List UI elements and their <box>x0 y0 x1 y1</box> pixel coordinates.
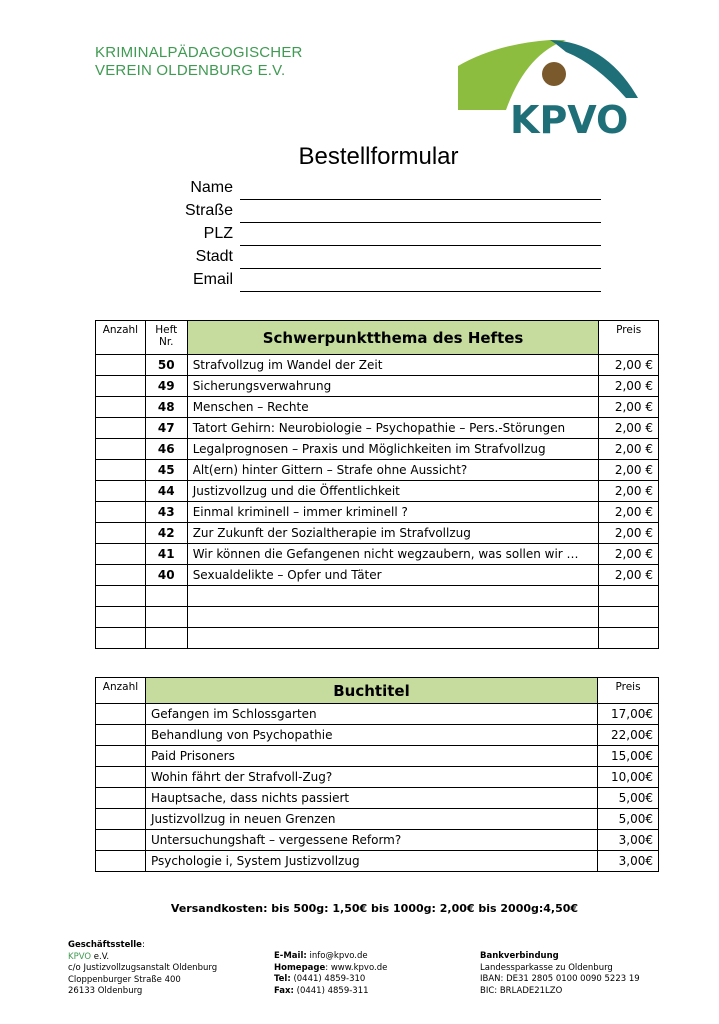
footer-contact <box>274 951 387 997</box>
office-ev: e.V. <box>91 951 110 962</box>
issues-table <box>95 320 659 649</box>
book-price: 22,00€ <box>598 725 659 746</box>
issue-quantity-cell[interactable] <box>96 355 146 376</box>
books-table <box>95 677 659 872</box>
issue-number: 48 <box>145 397 187 418</box>
issue-number: 50 <box>145 355 187 376</box>
issue-quantity-cell[interactable] <box>96 418 146 439</box>
empty-cell[interactable] <box>96 607 146 628</box>
issue-number: 41 <box>145 544 187 565</box>
footer-email-link[interactable]: info@kpvo.de <box>306 951 368 961</box>
issue-number: 40 <box>145 565 187 586</box>
organization-name <box>95 44 303 80</box>
book-quantity-cell[interactable] <box>96 725 146 746</box>
book-row <box>96 788 659 809</box>
book-title: Untersuchungshaft – vergessene Reform? <box>145 830 597 851</box>
issue-price: 2,00 € <box>599 481 659 502</box>
empty-cell[interactable] <box>599 586 659 607</box>
kpvo-logo <box>456 36 640 136</box>
office-label: Geschäftsstelle <box>68 940 142 950</box>
book-title: Paid Prisoners <box>145 746 597 767</box>
issue-title: Menschen – Rechte <box>187 397 599 418</box>
issue-quantity-cell[interactable] <box>96 565 146 586</box>
email-label: Email <box>192 271 233 288</box>
book-price: 3,00€ <box>598 851 659 872</box>
issue-title: Justizvollzug und die Öffentlichkeit <box>187 481 599 502</box>
email-label-footer: E-Mail: <box>274 951 307 961</box>
issue-row <box>96 439 659 460</box>
book-title: Hauptsache, dass nichts passiert <box>145 788 597 809</box>
issue-quantity-cell[interactable] <box>96 376 146 397</box>
office-line-4: 26133 Oldenburg <box>68 986 143 996</box>
book-title: Wohin fährt der Strafvoll-Zug? <box>145 767 597 788</box>
issue-price: 2,00 € <box>599 439 659 460</box>
issue-row <box>96 397 659 418</box>
book-price: 10,00€ <box>598 767 659 788</box>
tel-label: Tel: <box>274 974 291 984</box>
footer-fax: (0441) 4859-311 <box>293 985 369 996</box>
issue-quantity-cell[interactable] <box>96 460 146 481</box>
bank-label: Bankverbindung <box>480 951 559 961</box>
issue-number: 44 <box>145 481 187 502</box>
fax-label: Fax: <box>274 985 294 996</box>
issues-col-heft: Heft Nr. <box>145 321 187 355</box>
issue-number: 49 <box>145 376 187 397</box>
office-kpvo: KPVO <box>68 951 92 962</box>
issues-header-row <box>96 321 659 355</box>
empty-cell[interactable] <box>599 607 659 628</box>
book-quantity-cell[interactable] <box>96 851 146 872</box>
issue-title: Wir können die Gefangenen nicht wegzaubern, was sollen wir … <box>187 544 599 565</box>
office-line-3: Cloppenburger Straße 400 <box>68 974 181 985</box>
bank-line-2: Landessparkasse zu Oldenburg <box>480 962 613 973</box>
issue-number: 47 <box>145 418 187 439</box>
issues-col-anzahl: Anzahl <box>96 321 146 355</box>
street-field[interactable] <box>150 201 601 223</box>
book-title: Psychologie i, System Justizvollzug <box>145 851 597 872</box>
issues-col-topic: Schwerpunktthema des Heftes <box>187 321 599 355</box>
book-title: Justizvollzug in neuen Grenzen <box>145 809 597 830</box>
footer-office <box>68 940 217 998</box>
issue-quantity-cell[interactable] <box>96 439 146 460</box>
footer-web-link[interactable]: : www.kpvo.de <box>325 962 388 973</box>
book-row <box>96 725 659 746</box>
book-row <box>96 746 659 767</box>
issue-number: 46 <box>145 439 187 460</box>
name-label: Name <box>190 179 233 196</box>
book-row <box>96 851 659 872</box>
name-field[interactable] <box>150 178 601 200</box>
books-col-price: Preis <box>598 678 659 704</box>
logo-dot <box>542 62 566 86</box>
issue-row <box>96 565 659 586</box>
empty-cell[interactable] <box>599 628 659 649</box>
web-label: Homepage <box>274 962 326 973</box>
issue-title: Zur Zukunft der Sozialtherapie im Strafvollzug <box>187 523 599 544</box>
issue-number: 45 <box>145 460 187 481</box>
book-quantity-cell[interactable] <box>96 767 146 788</box>
issue-price: 2,00 € <box>599 376 659 397</box>
zip-input-line[interactable] <box>240 245 601 246</box>
email-input-line[interactable] <box>240 291 601 292</box>
issue-price: 2,00 € <box>599 565 659 586</box>
logo-text: KPVO <box>510 98 629 136</box>
issue-quantity-cell[interactable] <box>96 502 146 523</box>
book-price: 17,00€ <box>598 704 659 725</box>
book-quantity-cell[interactable] <box>96 704 146 725</box>
issue-title: Legalprognosen – Praxis und Möglichkeiten im Strafvollzug <box>187 439 599 460</box>
issue-row <box>96 418 659 439</box>
books-col-anzahl: Anzahl <box>96 678 146 704</box>
email-field[interactable] <box>150 270 601 292</box>
street-label: Straße <box>184 202 233 219</box>
issue-title: Alt(ern) hinter Gittern – Strafe ohne Aussicht? <box>187 460 599 481</box>
office-colon: : <box>141 940 145 950</box>
books-header-row <box>96 678 659 704</box>
issue-title: Sicherungsverwahrung <box>187 376 599 397</box>
org-line-1: KRIMINALPÄDAGOGISCHER <box>95 44 303 61</box>
issue-row <box>96 376 659 397</box>
city-field[interactable] <box>150 247 601 269</box>
zip-label: PLZ <box>203 225 233 242</box>
issues-col-price: Preis <box>599 321 659 355</box>
book-title: Behandlung von Psychopathie <box>145 725 597 746</box>
books-col-title: Buchtitel <box>145 678 597 704</box>
issue-number: 43 <box>145 502 187 523</box>
footer-tel: (0441) 4859-310 <box>290 974 366 984</box>
issue-quantity-cell[interactable] <box>96 523 146 544</box>
book-row <box>96 704 659 725</box>
office-line-2: c/o Justizvollzugsanstalt Oldenburg <box>68 963 218 973</box>
book-title: Gefangen im Schlossgarten <box>145 704 597 725</box>
issue-quantity-cell[interactable] <box>96 397 146 418</box>
issue-empty-row <box>96 607 659 628</box>
book-quantity-cell[interactable] <box>96 830 146 851</box>
issue-quantity-cell[interactable] <box>96 481 146 502</box>
issue-row <box>96 355 659 376</box>
bank-line-3: IBAN: DE31 2805 0100 0090 5223 19 <box>480 974 640 984</box>
book-quantity-cell[interactable] <box>96 746 146 767</box>
empty-cell[interactable] <box>145 628 187 649</box>
issue-price: 2,00 € <box>599 502 659 523</box>
issue-price: 2,00 € <box>599 397 659 418</box>
bank-line-4: BIC: BRLADE21LZO <box>480 985 563 996</box>
book-row <box>96 830 659 851</box>
issue-title: Sexualdelikte – Opfer und Täter <box>187 565 599 586</box>
book-price: 15,00€ <box>598 746 659 767</box>
issue-row <box>96 523 659 544</box>
shipping-costs: Versandkosten: bis 500g: 1,50€ bis 1000g: 2,00€ bis 2000g:4,50€ <box>170 902 579 915</box>
issue-number: 42 <box>145 523 187 544</box>
empty-cell[interactable] <box>145 586 187 607</box>
book-row <box>96 809 659 830</box>
city-label: Stadt <box>195 248 233 265</box>
org-line-2: VEREIN OLDENBURG E.V. <box>95 62 286 79</box>
empty-cell[interactable] <box>145 607 187 628</box>
issue-price: 2,00 € <box>599 418 659 439</box>
footer-bank <box>480 951 640 997</box>
issue-empty-row <box>96 586 659 607</box>
issue-title: Tatort Gehirn: Neurobiologie – Psychopathie – Pers.-Störungen <box>187 418 599 439</box>
book-price: 3,00€ <box>598 830 659 851</box>
issue-quantity-cell[interactable] <box>96 544 146 565</box>
street-input-line[interactable] <box>240 222 601 223</box>
issue-title: Strafvollzug im Wandel der Zeit <box>187 355 599 376</box>
issue-price: 2,00 € <box>599 523 659 544</box>
empty-cell[interactable] <box>187 628 599 649</box>
issue-price: 2,00 € <box>599 544 659 565</box>
issue-row <box>96 460 659 481</box>
issue-empty-row <box>96 628 659 649</box>
issue-row <box>96 502 659 523</box>
form-title: Bestellformular <box>298 143 459 170</box>
zip-field[interactable] <box>150 224 601 246</box>
name-input-line[interactable] <box>240 199 601 200</box>
issue-row <box>96 481 659 502</box>
empty-cell[interactable] <box>187 586 599 607</box>
book-row <box>96 767 659 788</box>
issue-row <box>96 544 659 565</box>
empty-cell[interactable] <box>96 628 146 649</box>
empty-cell[interactable] <box>96 586 146 607</box>
book-quantity-cell[interactable] <box>96 809 146 830</box>
issue-price: 2,00 € <box>599 355 659 376</box>
issue-title: Einmal kriminell – immer kriminell ? <box>187 502 599 523</box>
book-quantity-cell[interactable] <box>96 788 146 809</box>
issue-price: 2,00 € <box>599 460 659 481</box>
city-input-line[interactable] <box>240 268 601 269</box>
book-price: 5,00€ <box>598 809 659 830</box>
empty-cell[interactable] <box>187 607 599 628</box>
book-price: 5,00€ <box>598 788 659 809</box>
